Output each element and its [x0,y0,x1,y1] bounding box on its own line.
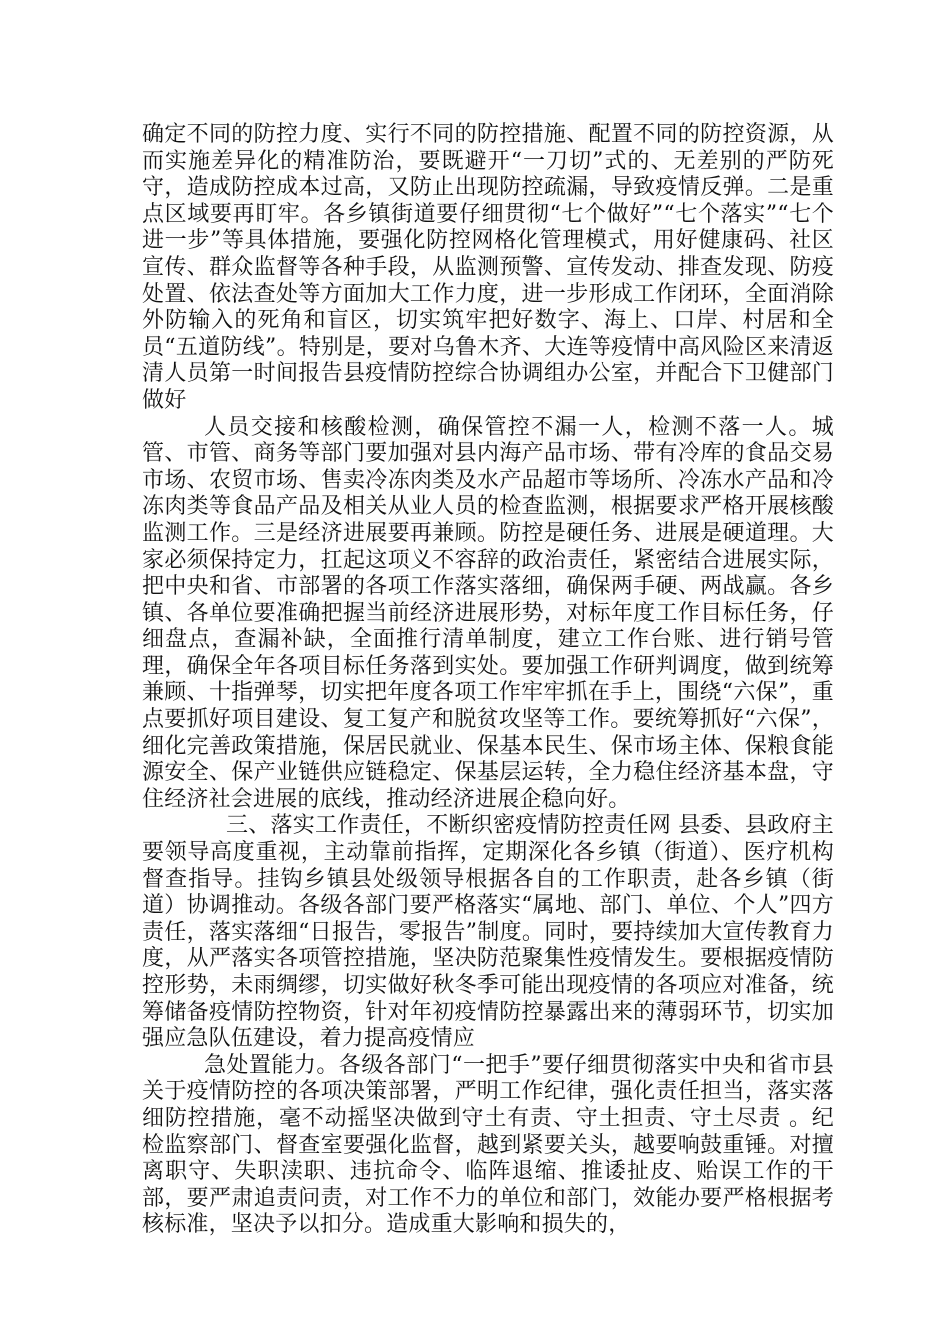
paragraph-4: 急处置能力。各级各部门“一把手”要仔细贯彻落实中央和省市县关于疫情防控的各项决策部署，严明工作纪律，强化责任担当，落实落细防控措施，毫不动摇坚决做到守土有责、守土担责、守土尽责 。纪检监察部门、督查室要强化监督，越到紧要关头，越要响鼓重锤。对擅离职守、失职渎职、违抗命令、临阵退缩、推诿扯皮、贻误工作的干部，要严肃追责问责，对工作不力的单位和部门，效能办要严格根据考核标准，坚决予以扣分。造成重大影响和损失的， [142,1052,834,1238]
paragraph-1: 确定不同的防控力度、实行不同的防控措施、配置不同的防控资源，从而实施差异化的精准防治，要既避开“一刀切”式的、无差别的严防死守，造成防控成本过高，又防止出现防控疏漏，导致疫情反弹。二是重点区域要再盯牢。各乡镇街道要仔细贯彻“七个做好”“七个落实”“七个进一步”等具体措施，要强化防控网格化管理模式，用好健康码、社区宣传、群众监督等各种手段，从监测预警、宣传发动、排查发现、防疫处置、依法查处等方面加大工作力度，进一步形成工作闭环，全面消除外防输入的死角和盲区，切实筑牢把好数字、海上、口岸、村居和全员“五道防线”。特别是，要对乌鲁木齐、大连等疫情中高风险区来清返清人员第一时间报告县疫情防控综合协调组办公室，并配合下卫健部门做好 [142,122,834,413]
document-body [142,122,834,1239]
paragraph-2: 人员交接和核酸检测，确保管控不漏一人，检测不落一人。城管、市管、商务等部门要加强对县内海产品市场、带有冷库的食品交易市场、农贸市场、售卖冷冻肉类及水产品超市等场所、冷冻水产品和冷冻肉类等食品产品及相关从业人员的检查监测，根据要求严格开展核酸监测工作。三是经济进展要再兼顾。防控是硬任务、进展是硬道理。大家必须保持定力，扛起这项义不容辞的政治责任，紧密结合进展实际，把中央和省、市部署的各项工作落实落细，确保两手硬、两战赢。各乡镇、各单位要准确把握当前经济进展形势，对标年度工作目标任务，仔细盘点，查漏补缺，全面推行清单制度，建立工作台账、进行销号管理，确保全年各项目标任务落到实处。要加强工作研判调度，做到统筹兼顾、十指弹琴，切实把年度各项工作牢牢抓在手上，围绕“六保”，重点要抓好项目建设、复工复产和脱贫攻坚等工作。要统筹抓好“六保”，细化完善政策措施，保居民就业、保基本民生、保市场主体、保粮食能源安全、保产业链供应链稳定、保基层运转，全力稳住经济基本盘，守住经济社会进展的底线，推动经济进展企稳向好。 [142,414,834,812]
paragraph-3: 三、落实工作责任，不断织密疫情防控责任网 县委、县政府主要领导高度重视，主动靠前指挥，定期深化各乡镇（街道）、医疗机构督查指导。挂钩乡镇县处级领导根据各自的工作职责，赴各乡镇（街道）协调推动。各级各部门要严格落实“属地、部门、单位、个人”四方责任，落实落细“日报告，零报告”制度。同时，要持续加大宣传教育力度，从严落实各项管控措施，坚决防范聚集性疫情发生。要根据疫情防控形势，未雨绸缪，切实做好秋冬季可能出现疫情的各项应对准备，统筹储备疫情防控物资，针对年初疫情防控暴露出来的薄弱环节，切实加强应急队伍建设，着力提高疫情应 [142,813,834,1052]
